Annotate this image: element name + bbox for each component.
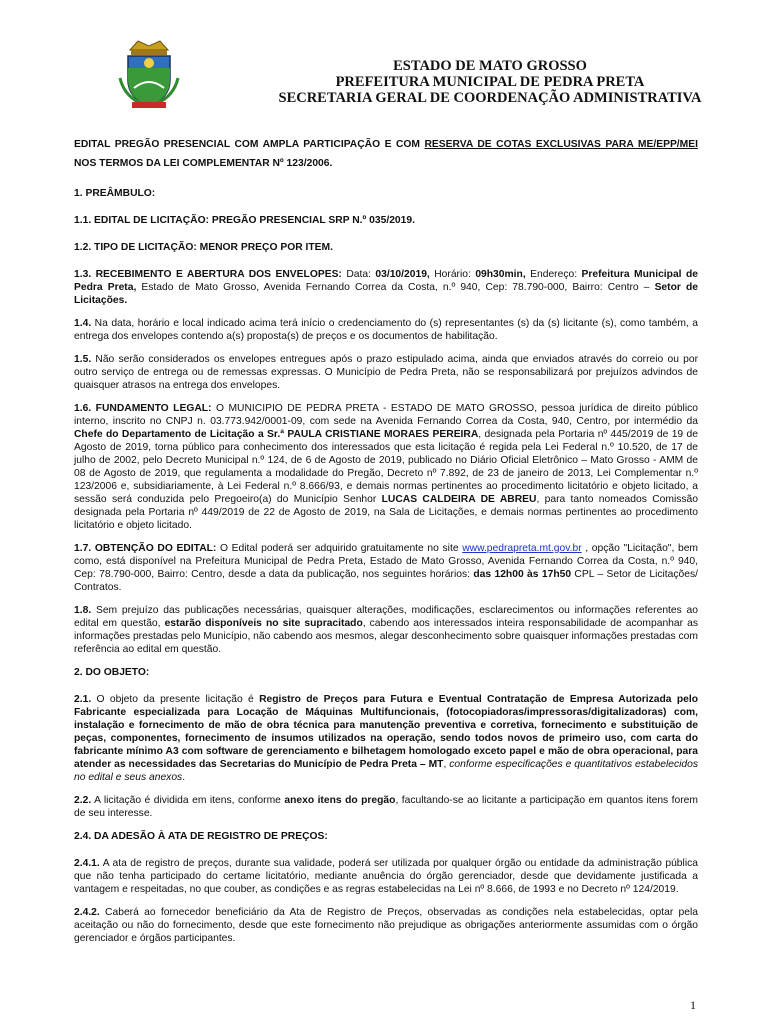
edital-intro	[74, 135, 698, 173]
section-2-4-heading: 2.4. DA ADESÃO À ATA DE REGISTRO DE PREÇOS:	[74, 831, 328, 842]
section-1-7-label: 1.7. OBTENÇÃO DO EDITAL:	[74, 543, 217, 554]
annex-reference: anexo itens do pregão	[284, 795, 396, 806]
section-2-4-1	[74, 857, 698, 896]
website-link[interactable]: www.pedrapreta.mt.gov.br	[462, 543, 582, 554]
chief-name: Chefe do Departamento de Licitação a Sr.ª PAULA CRISTIANE MORAES PEREIRA	[74, 429, 479, 440]
text: O MUNICIPIO DE PEDRA PRETA - ESTADO DE MATO GROSSO, pessoa jurídica de direito público interno, inscrito no CNPJ n. 03.773.942/0001-09, com sede na Avenida Fernando Correa da Costa, 940, Centro, por intermédio da	[74, 403, 698, 427]
section-1-6-label: 1.6. FUNDAMENTO LEGAL:	[74, 403, 212, 414]
section-1-3	[74, 268, 698, 307]
text: CPL – Setor de Licitações/ Contratos.	[74, 569, 698, 593]
opening-time: 09h30min,	[475, 269, 526, 280]
section-1-5	[74, 353, 698, 392]
section-1-2: 1.2. TIPO DE LICITAÇÃO: MENOR PREÇO POR ITEM.	[74, 242, 333, 253]
opening-date: 03/10/2019,	[375, 269, 430, 280]
office-hours: das 12h00 às 17h50	[473, 569, 572, 580]
opening-sector: Setor de Licitações.	[74, 282, 698, 306]
text: O Edital poderá ser adquirido gratuitamente no site	[216, 543, 463, 554]
intro-reserva-cotas: RESERVA DE COTAS EXCLUSIVAS PARA ME/EPP/MEI	[424, 139, 698, 150]
opening-place: Prefeitura Municipal de Pedra Preta,	[74, 269, 698, 293]
text: ,	[443, 759, 450, 770]
section-number: 1.8.	[74, 605, 92, 616]
text: Sem prejuízo das publicações necessárias, quaisquer alterações, modificações, esclarecimentos ou informações referentes ao edital em questão,	[74, 605, 698, 629]
section-text: Na data, horário e local indicado acima terá início o credenciamento do (s) representantes (s) da (s) licitante (s), como também, a entrega dos envelopes contendo a(s) proposta(s) de preços e os documentos de habilitação.	[74, 318, 698, 342]
text: A licitação é dividida em itens, conforme	[91, 795, 285, 806]
section-1-7	[74, 542, 698, 594]
section-number: 1.5.	[74, 354, 92, 365]
site-notice: estarão disponíveis no site supracitado	[164, 618, 363, 629]
letterhead	[60, 38, 710, 118]
section-2-2	[74, 794, 698, 820]
section-text: A ata de registro de preços, durante sua validade, poderá ser utilizada por qualquer órgão ou entidade da administração pública que não tenha participado do certame licitatório, mediante anuência do órgão gerenciador, desde que devidamente justificada a vantagem e respeitadas, no que couber, as condições e as regras estabelecidas na Lei nº 8.666, de 1993 e no Decreto nº 124/2019.	[74, 858, 698, 895]
intro-text: EDITAL PREGÃO PRESENCIAL COM AMPLA PARTICIPAÇÃO E COM	[74, 139, 425, 150]
object-note: conforme especificações e quantitativos estabelecidos no edital e seus anexos	[74, 759, 699, 783]
text: Endereço:	[525, 269, 582, 280]
text: Estado de Mato Grosso	[136, 282, 257, 293]
letterhead-title	[210, 58, 770, 106]
section-number: 2.1.	[74, 694, 92, 705]
header-state: ESTADO DE MATO GROSSO	[393, 58, 587, 74]
page-number: 1	[690, 998, 696, 1012]
text: , facultando-se ao licitante a participação em quantos itens forem de seu interesse.	[74, 795, 698, 819]
section-number: 2.2.	[74, 795, 92, 806]
text: , cabendo aos interessados inteira responsabilidade de acompanhar as informações prestadas pelo Município, não cabendo aos mesmos, alegar desconhecimento sobre quaisquer informações prestadas com referência ao edital em questão.	[74, 618, 698, 655]
section-1-3-label: 1.3. RECEBIMENTO E ABERTURA DOS ENVELOPES:	[74, 269, 342, 280]
coat-of-arms-icon	[118, 38, 180, 110]
header-secretaria: SECRETARIA GERAL DE COORDENAÇÃO ADMINISTRATIVA	[278, 90, 702, 106]
section-text: Caberá ao fornecedor beneficiário da Ata de Registro de Preços, observadas as condições nela estabelecidas, optar pela aceitação ou não do fornecimento, desde que este fornecimento não prejudique as obrigações anteriormente assumidas com o órgão gerenciador e órgãos participantes.	[74, 907, 698, 944]
section-1-1: 1.1. EDITAL DE LICITAÇÃO: PREGÃO PRESENCIAL SRP N.º 035/2019.	[74, 215, 415, 226]
text: , designada pela Portaria nº 445/2019 de 19 de Agosto de 2019, torna público para conhecimento dos interessados que esta licitação é regida pela Lei Federal n.º 10.520, de 17 de julho de 2002, pelo Decreto Municipal n.º 124, de 6 de Agosto de 2019, publicado no Diário Oficial Eletrônico – Mato Grosso - AMM de 08 de Agosto de 2019, que regulamenta a modalidade do Pregão, Decreto nº 7.892, de 23 de janeiro de 2013, Lei Complementar n.º 123/2006 e, subsidiariamente, à Lei Federal n.º 8.666/93, e demais normas pertinentes ao procedimento licitatório e objeto licitado, a sessão será conduzida pelo Pregoeiro(a) do Município Senhor	[74, 429, 698, 505]
section-1-heading: 1. PREÂMBULO:	[74, 188, 156, 199]
header-prefeitura: PREFEITURA MUNICIPAL DE PEDRA PRETA	[335, 74, 645, 90]
pregoeiro-name: LUCAS CALDEIRA DE ABREU	[381, 494, 537, 505]
section-1-6	[74, 402, 698, 532]
section-2-heading: 2. DO OBJETO:	[74, 667, 150, 678]
text: , para tanto nomeados Comissão designada pela Portaria nº 449/2019 de 22 de Agosto de 2019, na Sala de Licitações, e demais normas pertinentes ao procedimento licitatório e objeto licitado.	[74, 494, 698, 531]
text: O objeto da presente licitação é	[91, 694, 260, 705]
section-number: 1.4.	[74, 318, 92, 329]
section-number: 2.4.1.	[74, 858, 100, 869]
section-text: Não serão considerados os envelopes entregues após o prazo estipulado acima, ainda que enviados através do correio ou por outro serviço de entrega ou de remessas expressas. O Município de Pedra Preta, não se responsabilizará por prejuízos advindos de quaisquer atrasos na entrega dos envelopes.	[74, 354, 698, 391]
section-1-8	[74, 604, 698, 656]
text: , Avenida Fernando Correa da Costa, n.º 940, Cep: 78.790-000, Bairro: Centro –	[256, 282, 655, 293]
object-description: Registro de Preços para Futura e Eventual Contratação de Empresa Autorizada pelo Fabricante especializada para Locação de Máquinas Multifuncionais, (fotocopiadoras/impressoras/digitalizadoras) com, instalação e fornecimento de mão de obra técnica para manutenção preventiva e corretiva, fornecimento e substituição de peças, componentes, fornecimento de insumos utilizados na operação, sendo todos novos de primeiro uso, com carta do fabricante mínimo A3 com software de gerenciamento e bilhetagem homologado exceto papel e mão de obra operacional, para atender as necessidades das Secretarias do Município de Pedra Preta – MT	[74, 694, 699, 770]
section-2-1	[74, 693, 698, 784]
intro-lei: NOS TERMOS DA LEI COMPLEMENTAR Nº 123/2006.	[74, 158, 333, 169]
text: Data:	[341, 269, 376, 280]
section-1-4	[74, 317, 698, 343]
document-body	[74, 135, 698, 955]
text: .	[182, 772, 186, 783]
text: Horário:	[429, 269, 476, 280]
section-number: 2.4.2.	[74, 907, 100, 918]
text: , opção "Licitação", bem como, está disponível na Prefeitura Municipal de Pedra Preta, Estado de Mato Grosso, Avenida Fernando Correa da Costa, n.º 940, Cep: 78.790-000, Bairro: Centro, desde a data da publicação, nos seguintes horários:	[74, 543, 699, 580]
section-2-4-2	[74, 906, 698, 945]
